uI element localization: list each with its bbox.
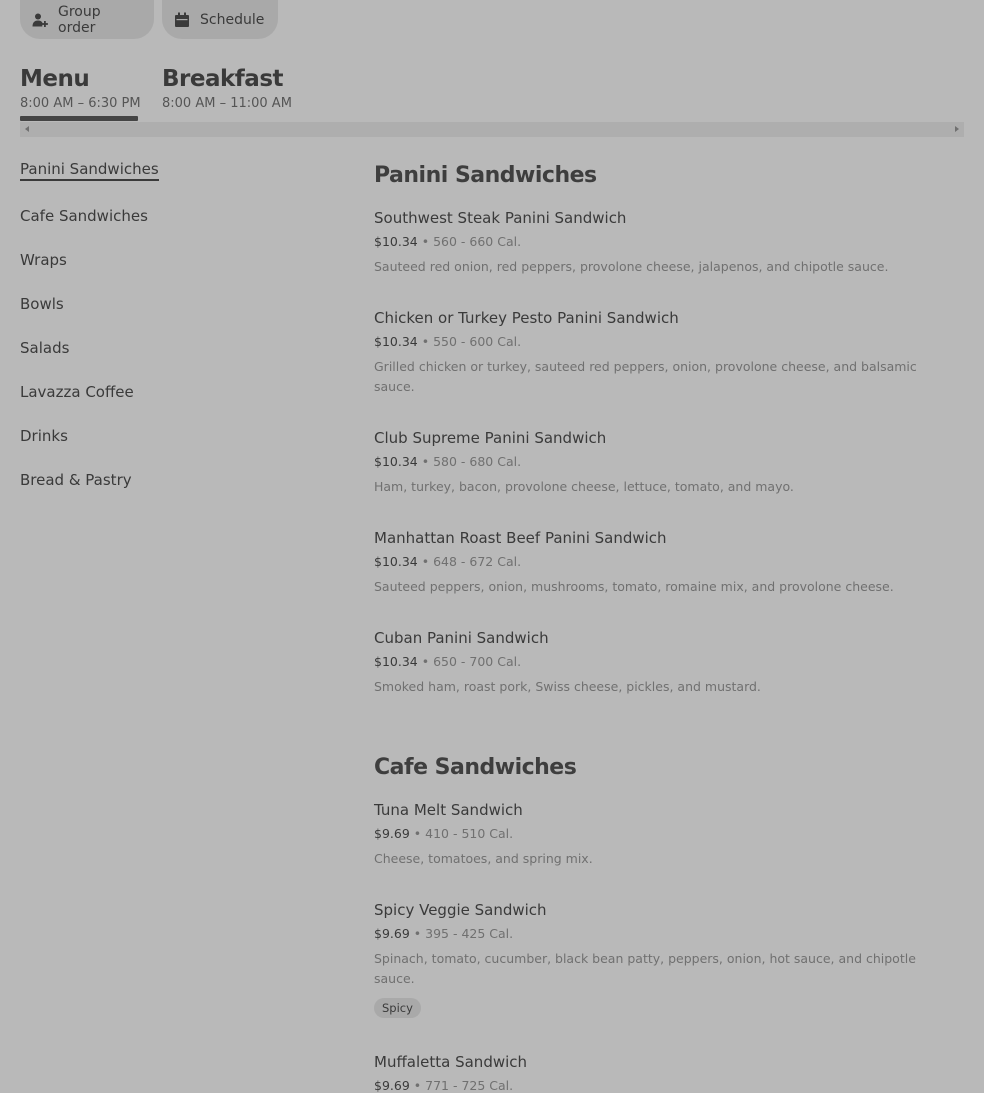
menu-item[interactable] [374,429,934,497]
item-name: Tuna Melt Sandwich [374,801,523,819]
tab-menu[interactable] [20,66,141,111]
active-tab-indicator [20,116,138,121]
menu-item[interactable] [374,309,934,397]
group-order-button[interactable] [20,0,154,39]
item-price: $10.34 [374,234,418,249]
item-calories: 550 - 600 Cal. [433,334,522,349]
item-description: Spinach, tomato, cucumber, black bean patty, peppers, onion, hot sauce, and chipotle sauce. [374,951,916,986]
item-name: Manhattan Roast Beef Panini Sandwich [374,529,667,547]
item-calories: 771 - 725 Cal. [425,1078,514,1093]
item-description: Grilled chicken or turkey, sauteed red peppers, onion, provolone cheese, and balsamic sauce. [374,359,917,394]
item-price: $9.69 [374,926,410,941]
scroll-right-icon[interactable] [955,126,959,132]
section-title: Cafe Sandwiches [374,755,577,780]
item-price: $10.34 [374,654,418,669]
menu-item[interactable] [374,629,934,697]
menu-item[interactable] [374,209,934,277]
category-bread-pastry[interactable]: Bread & Pastry [20,471,132,489]
person-add-icon [32,12,48,28]
separator: • [409,926,426,941]
separator: • [417,454,434,469]
separator: • [417,554,434,569]
category-bowls[interactable]: Bowls [20,295,64,313]
separator: • [417,234,434,249]
category-panini-sandwiches[interactable]: Panini Sandwiches [20,160,159,181]
separator: • [409,1078,426,1093]
category-wraps[interactable]: Wraps [20,251,67,269]
schedule-button[interactable] [162,0,278,39]
breakfast-tab-hours: 8:00 AM – 11:00 AM [162,96,292,111]
category-cafe-sandwiches[interactable]: Cafe Sandwiches [20,207,148,225]
item-name: Club Supreme Panini Sandwich [374,429,607,447]
scroll-left-icon[interactable] [25,126,29,132]
tab-breakfast[interactable] [162,66,292,111]
item-name: Cuban Panini Sandwich [374,629,549,647]
item-calories: 580 - 680 Cal. [433,454,522,469]
menu-tab-hours: 8:00 AM – 6:30 PM [20,96,141,111]
horizontal-scrollbar[interactable] [20,122,964,137]
item-price: $10.34 [374,554,418,569]
group-order-label: Group order [58,3,101,36]
category-drinks[interactable]: Drinks [20,427,68,445]
item-name: Muffaletta Sandwich [374,1053,528,1071]
item-price: $9.69 [374,826,410,841]
item-description: Cheese, tomatoes, and spring mix. [374,851,593,866]
menu-item[interactable] [374,901,934,989]
item-calories: 650 - 700 Cal. [433,654,522,669]
menu-item[interactable] [374,801,934,869]
menu-tab-title: Menu [20,66,90,92]
category-lavazza-coffee[interactable]: Lavazza Coffee [20,383,134,401]
item-calories: 410 - 510 Cal. [425,826,514,841]
schedule-label: Schedule [200,11,265,28]
category-salads[interactable]: Salads [20,339,70,357]
menu-item[interactable] [374,1053,934,1093]
item-price: $9.69 [374,1078,410,1093]
spicy-badge: Spicy [374,998,421,1018]
item-description: Ham, turkey, bacon, provolone cheese, lettuce, tomato, and mayo. [374,479,794,494]
item-calories: 560 - 660 Cal. [433,234,522,249]
item-price: $10.34 [374,454,418,469]
item-calories: 648 - 672 Cal. [433,554,522,569]
breakfast-tab-title: Breakfast [162,66,284,92]
item-description: Sauteed red onion, red peppers, provolone cheese, jalapenos, and chipotle sauce. [374,259,889,274]
item-name: Southwest Steak Panini Sandwich [374,209,627,227]
separator: • [417,334,434,349]
item-description: Smoked ham, roast pork, Swiss cheese, pickles, and mustard. [374,679,761,694]
item-calories: 395 - 425 Cal. [425,926,514,941]
menu-item[interactable] [374,529,934,597]
calendar-icon [174,12,190,28]
separator: • [417,654,434,669]
separator: • [409,826,426,841]
item-description: Sauteed peppers, onion, mushrooms, tomato, romaine mix, and provolone cheese. [374,579,894,594]
section-title: Panini Sandwiches [374,163,597,188]
item-price: $10.34 [374,334,418,349]
item-name: Chicken or Turkey Pesto Panini Sandwich [374,309,679,327]
item-name: Spicy Veggie Sandwich [374,901,547,919]
